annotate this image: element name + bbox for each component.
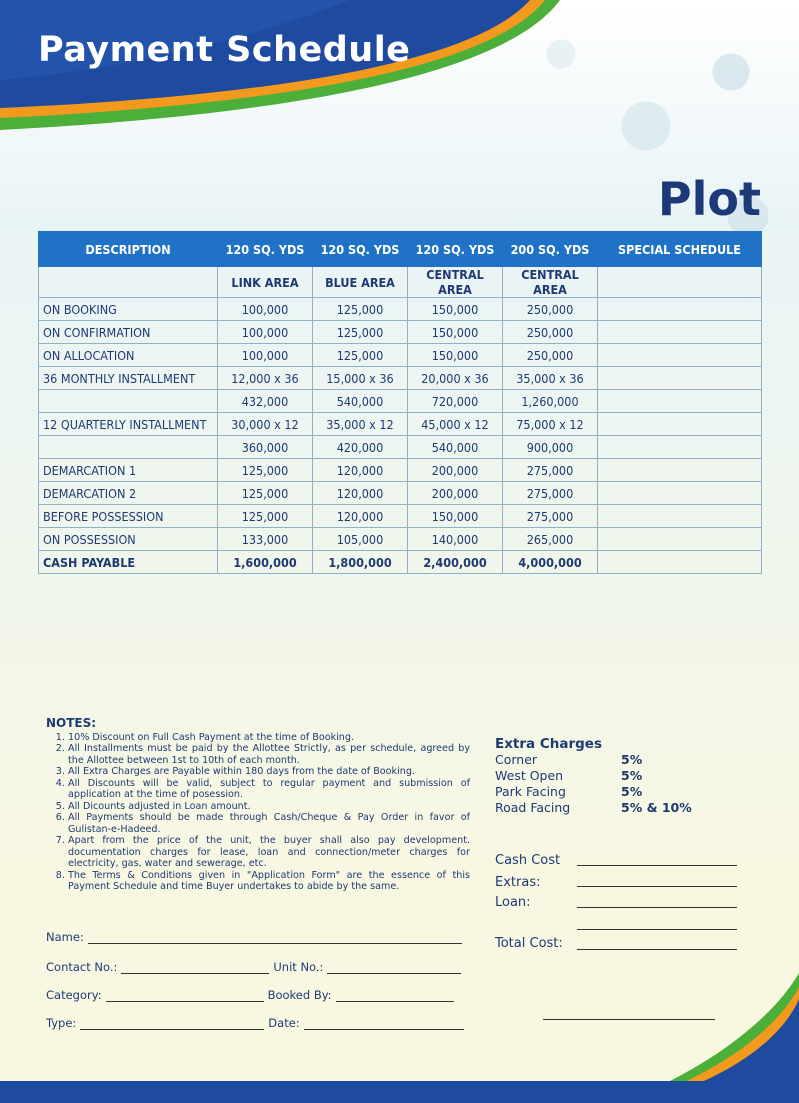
loan-line-2[interactable] <box>577 928 737 930</box>
total-cost-label: Total Cost: <box>495 936 563 951</box>
table-total-row <box>39 551 762 574</box>
table-cell: 120,000 <box>313 505 408 528</box>
table-cell: 150,000 <box>408 298 503 321</box>
extras-label: Extras: <box>495 875 541 890</box>
table-cell: ON POSSESSION <box>39 528 218 551</box>
column-header: SPECIAL SCHEDULE <box>598 232 762 267</box>
note-item: 5. All Dicounts adjusted in Loan amount. <box>68 801 470 813</box>
table-row <box>39 528 762 551</box>
table-cell <box>598 344 762 367</box>
name-input-line[interactable] <box>88 931 462 944</box>
table-cell: 275,000 <box>503 505 598 528</box>
table-cell: 150,000 <box>408 505 503 528</box>
table-cell <box>39 390 218 413</box>
table-cell: CASH PAYABLE <box>39 551 218 574</box>
note-item: 3. All Extra Charges are Payable within 180 days from the date of Booking. <box>68 766 470 778</box>
table-cell <box>39 436 218 459</box>
table-cell: 15,000 x 36 <box>313 367 408 390</box>
contact-label: Contact No.: <box>46 960 118 974</box>
extra-charge-value: 5% & 10% <box>621 800 692 815</box>
extra-charge-value: 5% <box>621 768 643 783</box>
table-row <box>39 367 762 390</box>
table-cell <box>598 505 762 528</box>
table-cell: 200,000 <box>408 482 503 505</box>
table-cell: 140,000 <box>408 528 503 551</box>
table-cell: 125,000 <box>313 344 408 367</box>
top-banner <box>0 0 799 150</box>
table-cell: 36 MONTHLY INSTALLMENT <box>39 367 218 390</box>
table-cell: BLUE AREA <box>313 267 408 298</box>
extras-line[interactable] <box>577 885 737 887</box>
note-item: 7. Apart from the price of the unit, the buyer shall also pay development. documentation charges for lease, loan and connection/meter charges for electricity, gas, water and sewerage, etc. <box>68 835 470 870</box>
table-cell: 275,000 <box>503 482 598 505</box>
table-cell: DEMARCATION 2 <box>39 482 218 505</box>
table-cell: CENTRAL AREA <box>503 267 598 298</box>
table-cell <box>598 436 762 459</box>
table-cell: 45,000 x 12 <box>408 413 503 436</box>
table-cell: 125,000 <box>218 482 313 505</box>
extra-charge-label: Road Facing <box>495 800 571 815</box>
table-cell: 4,000,000 <box>503 551 598 574</box>
table-cell: 150,000 <box>408 321 503 344</box>
table-cell <box>598 390 762 413</box>
date-label: Date: <box>268 1016 300 1030</box>
table-cell <box>598 298 762 321</box>
table-cell: 105,000 <box>313 528 408 551</box>
table-cell: CENTRAL AREA <box>408 267 503 298</box>
name-field <box>46 930 462 944</box>
table-row <box>39 298 762 321</box>
table-cell <box>598 551 762 574</box>
table-row <box>39 390 762 413</box>
column-header: 200 SQ. YDS <box>503 232 598 267</box>
extra-charge-row <box>495 768 692 784</box>
table-cell: 540,000 <box>313 390 408 413</box>
table-cell <box>598 482 762 505</box>
note-item: 2. All Installments must be paid by the Allottee Strictly, as per schedule, agreed by the Allottee between 1st to 10th of each month. <box>68 743 470 766</box>
table-cell <box>39 267 218 298</box>
table-cell: 1,260,000 <box>503 390 598 413</box>
booked-by-label: Booked By: <box>267 988 332 1002</box>
table-cell: 540,000 <box>408 436 503 459</box>
table-cell: 900,000 <box>503 436 598 459</box>
column-header: 120 SQ. YDS <box>218 232 313 267</box>
table-cell: ON BOOKING <box>39 298 218 321</box>
table-cell: 250,000 <box>503 298 598 321</box>
table-row <box>39 505 762 528</box>
table-cell: LINK AREA <box>218 267 313 298</box>
payment-schedule-table <box>38 231 762 574</box>
table-cell: 360,000 <box>218 436 313 459</box>
table-cell: 125,000 <box>218 505 313 528</box>
extra-charge-value: 5% <box>621 784 643 799</box>
extra-charge-row <box>495 800 692 816</box>
table-cell: 35,000 x 12 <box>313 413 408 436</box>
extra-charge-value: 5% <box>621 752 643 767</box>
notes-section <box>46 718 470 893</box>
table-cell: 1,600,000 <box>218 551 313 574</box>
category-label: Category: <box>46 988 102 1002</box>
plot-title: Plot <box>657 172 761 226</box>
extra-charge-label: West Open <box>495 768 564 783</box>
table-cell: ON ALLOCATION <box>39 344 218 367</box>
table-cell: 420,000 <box>313 436 408 459</box>
note-item: 8. The Terms & Conditions given in "Application Form" are the essence of this Payment Schedule and time Buyer undertakes to abide by the same. <box>68 870 470 893</box>
table-cell: 265,000 <box>503 528 598 551</box>
table-cell <box>598 321 762 344</box>
cash-cost-label: Cash Cost <box>495 853 561 868</box>
type-label: Type: <box>46 1016 77 1030</box>
table-cell <box>598 267 762 298</box>
table-cell <box>598 367 762 390</box>
table-cell: 35,000 x 36 <box>503 367 598 390</box>
name-label: Name: <box>46 930 84 944</box>
table-cell: ON CONFIRMATION <box>39 321 218 344</box>
loan-line[interactable] <box>577 906 737 908</box>
table-subheader-row <box>39 267 762 298</box>
column-header: 120 SQ. YDS <box>408 232 503 267</box>
table-cell: 200,000 <box>408 459 503 482</box>
column-header: 120 SQ. YDS <box>313 232 408 267</box>
page-title: Payment Schedule <box>38 30 411 70</box>
extra-charge-label: Corner <box>495 752 538 767</box>
extra-charge-label: Park Facing <box>495 784 566 799</box>
table-row <box>39 459 762 482</box>
total-cost-line[interactable] <box>577 948 737 950</box>
table-cell: BEFORE POSSESSION <box>39 505 218 528</box>
note-item: 1. 10% Discount on Full Cash Payment at the time of Booking. <box>68 732 470 744</box>
table-cell: 120,000 <box>313 459 408 482</box>
table-cell: 12 QUARTERLY INSTALLMENT <box>39 413 218 436</box>
table-cell: 150,000 <box>408 344 503 367</box>
table-cell: 250,000 <box>503 344 598 367</box>
table-cell: 2,400,000 <box>408 551 503 574</box>
table-cell: 432,000 <box>218 390 313 413</box>
extra-charge-row <box>495 784 692 800</box>
table-cell: DEMARCATION 1 <box>39 459 218 482</box>
table-cell: 720,000 <box>408 390 503 413</box>
note-item: 6. All Payments should be made through Cash/Cheque & Pay Order in favor of Gulistan-e-Hadeed. <box>68 812 470 835</box>
loan-label: Loan: <box>495 895 531 910</box>
table-cell: 1,800,000 <box>313 551 408 574</box>
notes-heading: NOTES: <box>46 716 97 730</box>
table-cell <box>598 413 762 436</box>
table-row <box>39 482 762 505</box>
table-row <box>39 436 762 459</box>
table-row <box>39 413 762 436</box>
table-cell: 125,000 <box>313 321 408 344</box>
table-cell: 30,000 x 12 <box>218 413 313 436</box>
unit-label: Unit No.: <box>273 960 324 974</box>
extra-charges <box>495 736 692 816</box>
table-cell <box>598 459 762 482</box>
table-cell: 100,000 <box>218 298 313 321</box>
table-cell: 120,000 <box>313 482 408 505</box>
table-cell: 275,000 <box>503 459 598 482</box>
notes-list <box>46 732 470 893</box>
table-header-row <box>39 232 762 267</box>
table-cell: 12,000 x 36 <box>218 367 313 390</box>
column-header: DESCRIPTION <box>39 232 218 267</box>
table-cell <box>598 528 762 551</box>
table-cell: 75,000 x 12 <box>503 413 598 436</box>
extra-charges-heading: Extra Charges <box>495 736 602 752</box>
bottom-banner <box>0 973 799 1103</box>
table-row <box>39 344 762 367</box>
table-row <box>39 321 762 344</box>
contact-field <box>46 960 461 974</box>
table-cell: 20,000 x 36 <box>408 367 503 390</box>
table-cell: 250,000 <box>503 321 598 344</box>
table-cell: 100,000 <box>218 344 313 367</box>
table-cell: 125,000 <box>313 298 408 321</box>
table-cell: 100,000 <box>218 321 313 344</box>
table-cell: 125,000 <box>218 459 313 482</box>
cash-cost-line[interactable] <box>577 864 737 866</box>
table-cell: 133,000 <box>218 528 313 551</box>
note-item: 4. All Discounts will be valid, subject to regular payment and submission of application at the time of posession. <box>68 778 470 801</box>
extra-charge-row <box>495 752 692 768</box>
